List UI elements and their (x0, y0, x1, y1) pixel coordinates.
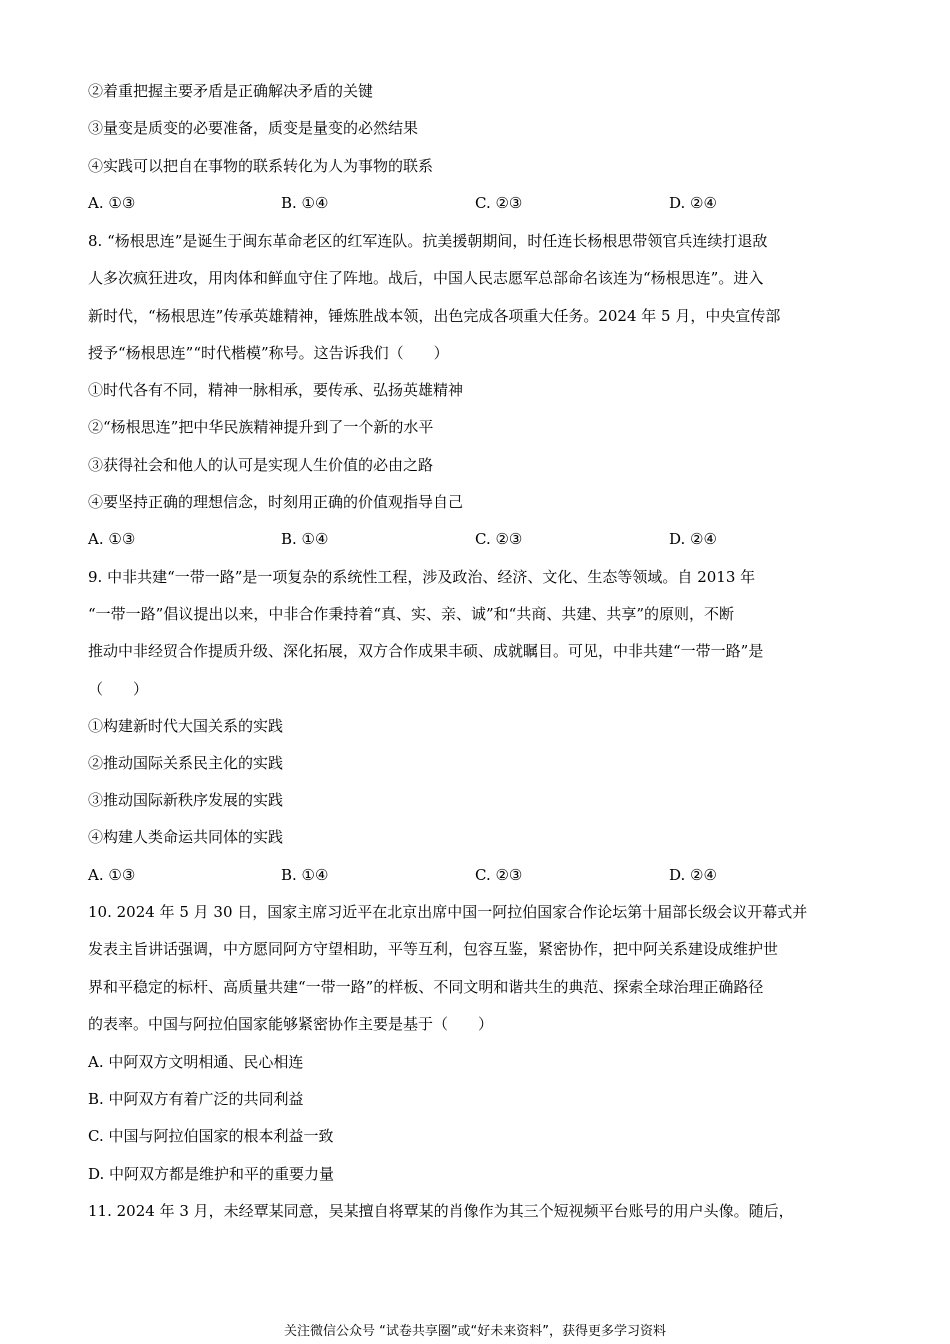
q10-choice-a: A. 中阿双方文明相通、民心相连 (88, 1053, 304, 1071)
q10-choice-c: C. 中国与阿拉伯国家的根本利益一致 (88, 1127, 334, 1145)
q9-option-a: A. ①③ (88, 866, 136, 884)
q7-option-d: D. ②④ (669, 194, 717, 212)
q7-statement-3: ③量变是质变的必要准备，质变是量变的必然结果 (88, 119, 419, 137)
q10-stem-line-1: 10. 2024 年 5 月 30 日，国家主席习近平在北京出席中国一阿拉伯国家合作论坛第十届部长级会议开幕式并 (88, 903, 808, 921)
q9-stem-line-4: （ ） (88, 680, 149, 698)
q9-statement-3: ③推动国际新秩序发展的实践 (88, 791, 284, 809)
q8-option-a: A. ①③ (88, 530, 136, 548)
q9-statement-4: ④构建人类命运共同体的实践 (88, 828, 284, 846)
q8-statement-4: ④要坚持正确的理想信念，时刻用正确的价值观指导自己 (88, 493, 464, 511)
q8-statement-2: ②“杨根思连”把中华民族精神提升到了一个新的水平 (88, 418, 434, 436)
q7-options (88, 193, 863, 213)
q10-choice-b: B. 中阿双方有着广泛的共同利益 (88, 1090, 304, 1108)
q7-statement-4: ④实践可以把自在事物的联系转化为人为事物的联系 (88, 157, 434, 175)
q11-stem-line-1: 11. 2024 年 3 月，未经覃某同意，吴某擅自将覃某的肖像作为其三个短视频平台账号的用户头像。随后， (88, 1202, 794, 1220)
q10-stem-line-4: 的表率。中国与阿拉伯国家能够紧密协作主要是基于（ ） (88, 1015, 494, 1033)
q8-stem-line-4: 授予“杨根思连”“时代楷模”称号。这告诉我们（ ） (88, 344, 449, 362)
q9-options (88, 865, 863, 885)
q9-stem-line-2: “一带一路”倡议提出以来，中非合作秉持着“真、实、亲、诚”和“共商、共建、共享”的原则，不断 (88, 605, 735, 623)
q9-option-d: D. ②④ (669, 866, 717, 884)
q9-option-b: B. ①④ (281, 866, 329, 884)
q7-statement-2: ②着重把握主要矛盾是正确解决矛盾的关键 (88, 82, 374, 100)
q7-option-c: C. ②③ (475, 194, 523, 212)
q8-options (88, 529, 863, 549)
q8-option-b: B. ①④ (281, 530, 329, 548)
q8-option-d: D. ②④ (669, 530, 717, 548)
q9-option-c: C. ②③ (475, 866, 523, 884)
q10-stem-line-2: 发表主旨讲话强调，中方愿同阿方守望相助，平等互利，包容互鉴，紧密协作，把中阿关系建设成维护世 (88, 940, 779, 958)
q10-choice-d: D. 中阿双方都是维护和平的重要力量 (88, 1165, 335, 1183)
q8-stem-line-2: 人多次疯狂进攻，用肉体和鲜血守住了阵地。战后，中国人民志愿军总部命名该连为“杨根思连”。进入 (88, 269, 764, 287)
q8-option-c: C. ②③ (475, 530, 523, 548)
q8-stem-line-3: 新时代，“杨根思连”传承英雄精神，锤炼胜战本领，出色完成各项重大任务。2024 年 5 月，中央宣传部 (88, 307, 781, 325)
page-footer: 关注微信公众号 “试卷共享圈”或“好未来资料”，获得更多学习资料 (283, 1324, 667, 1339)
q8-stem-line-1: 8. “杨根思连”是诞生于闽东革命老区的红军连队。抗美援朝期间，时任连长杨根思带领官兵连续打退敌 (88, 232, 768, 250)
q7-option-b: B. ①④ (281, 194, 329, 212)
q9-statement-1: ①构建新时代大国关系的实践 (88, 717, 284, 735)
q8-statement-1: ①时代各有不同，精神一脉相承，要传承、弘扬英雄精神 (88, 381, 464, 399)
q7-option-a: A. ①③ (88, 194, 136, 212)
q10-stem-line-3: 界和平稳定的标杆、高质量共建“一带一路”的样板、不同文明和谐共生的典范、探索全球治理正确路径 (88, 978, 764, 996)
q8-statement-3: ③获得社会和他人的认可是实现人生价值的必由之路 (88, 456, 434, 474)
q9-stem-line-3: 推动中非经贸合作提质升级、深化拓展，双方合作成果丰硕、成就瞩目。可见，中非共建“一带一路”是 (88, 642, 764, 660)
q9-stem-line-1: 9. 中非共建“一带一路”是一项复杂的系统性工程，涉及政治、经济、文化、生态等领域。自 2013 年 (88, 568, 756, 586)
q9-statement-2: ②推动国际关系民主化的实践 (88, 754, 284, 772)
